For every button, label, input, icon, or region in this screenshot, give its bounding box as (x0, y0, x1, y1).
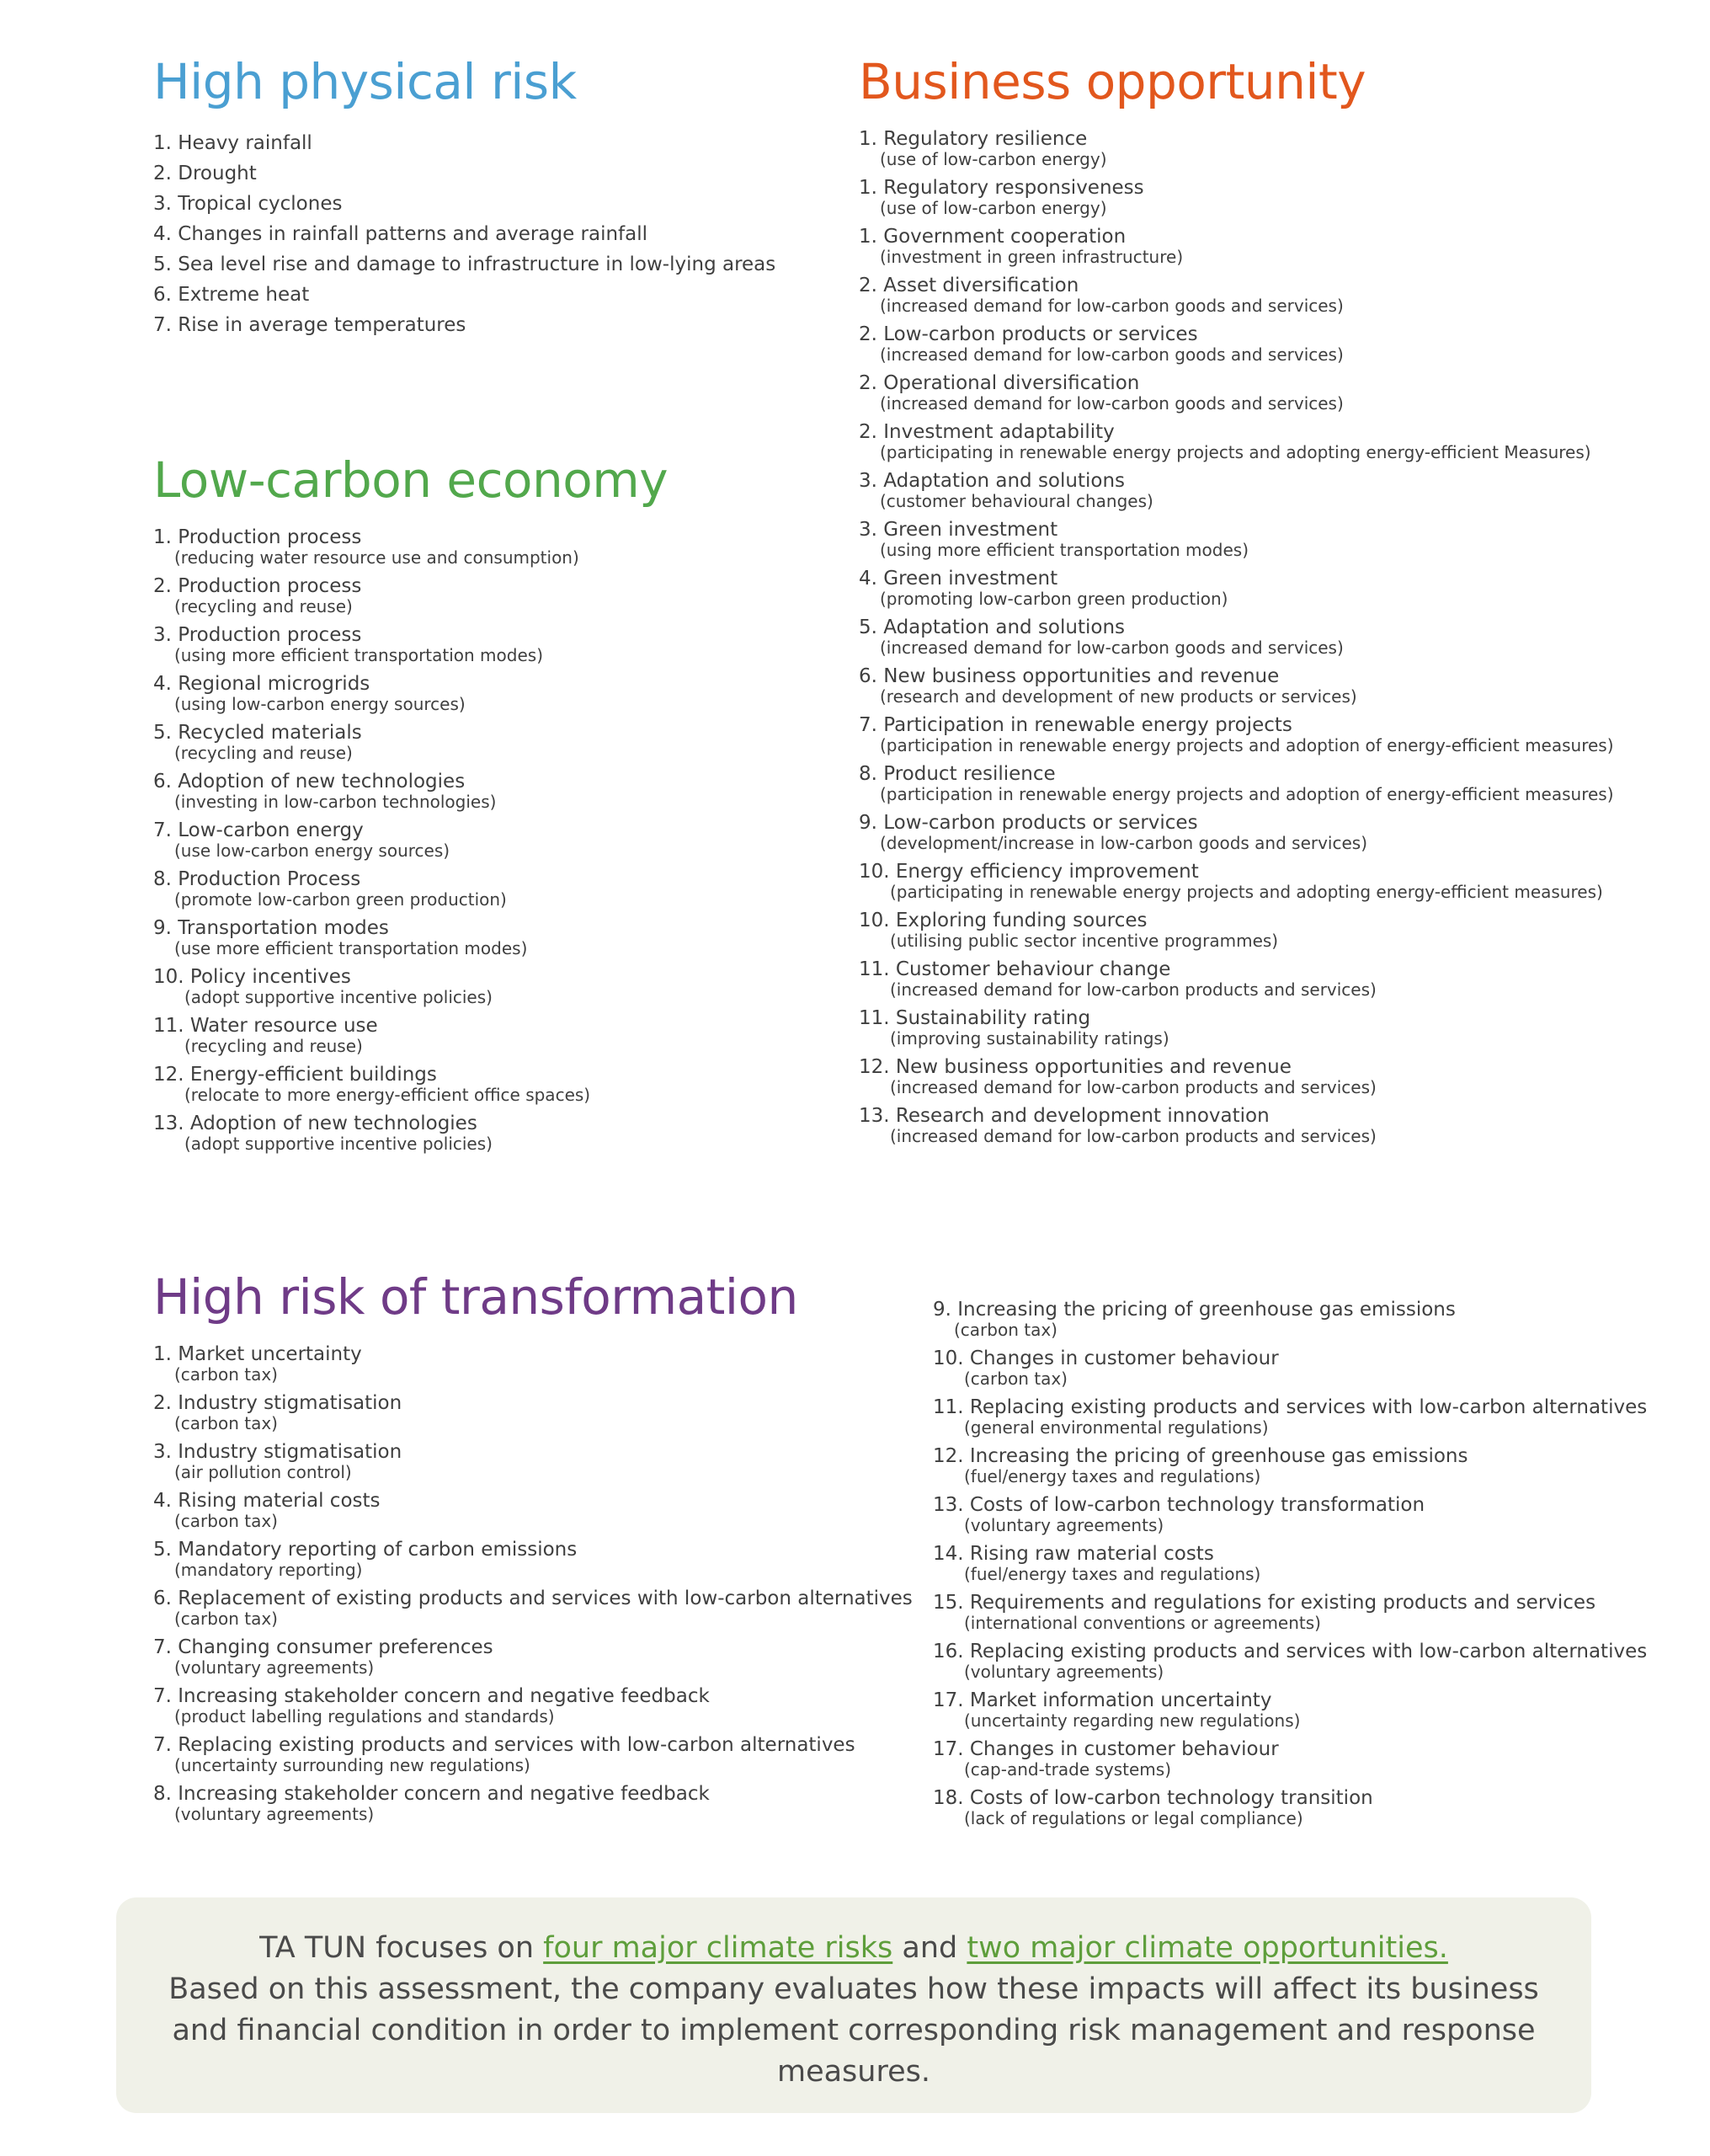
list-item (859, 714, 1614, 755)
list-item (153, 771, 668, 811)
item-label: 13. Adoption of new technologies (153, 1113, 477, 1134)
item-label: 11. Customer behaviour change (859, 958, 1171, 980)
business-opportunity-section (859, 52, 1614, 1154)
item-subtitle: (carbon tax) (174, 1609, 278, 1629)
item-subtitle: (participating in renewable energy projects and adopting energy-efficient Measures) (880, 442, 1591, 462)
list-item (859, 568, 1614, 608)
list-item: 1. Heavy rainfall (153, 132, 312, 154)
item-label: 1. Regulatory responsiveness (859, 177, 1144, 199)
item-subtitle: (increased demand for low-carbon products and services) (890, 1077, 1377, 1097)
list-item (859, 275, 1614, 315)
list-item (859, 421, 1614, 462)
list-item (153, 1392, 913, 1433)
item-subtitle: (using low-carbon energy sources) (174, 694, 466, 714)
item-subtitle: (development/increase in low-carbon goods and services) (880, 833, 1368, 853)
list-item (859, 910, 1614, 950)
list-item (933, 1299, 1647, 1339)
item-label: 2. Asset diversification (859, 275, 1079, 296)
item-subtitle: (participation in renewable energy projects and adoption of energy-efficient measures) (880, 784, 1614, 804)
list-item (933, 1396, 1647, 1437)
list-item (153, 1539, 913, 1579)
item-subtitle: (participation in renewable energy projects and adoption of energy-efficient measures) (880, 735, 1614, 755)
summary-middle: and (892, 1931, 967, 1965)
item-label: 8. Production Process (153, 868, 361, 890)
item-subtitle: (increased demand for low-carbon goods and services) (880, 296, 1344, 316)
item-subtitle: (voluntary agreements) (964, 1662, 1164, 1682)
item-subtitle: (voluntary agreements) (174, 1657, 375, 1678)
item-label: 1. Government cooperation (859, 226, 1127, 248)
list-item (153, 868, 668, 909)
item-label: 5. Mandatory reporting of carbon emissions (153, 1539, 578, 1561)
physical-risk-section (153, 52, 775, 340)
list-item (859, 1105, 1614, 1145)
transformation-risk-list-right (933, 1299, 1647, 1828)
item-subtitle: (improving sustainability ratings) (890, 1028, 1169, 1049)
item-subtitle: (fuel/energy taxes and regulations) (964, 1564, 1261, 1584)
item-label: 3. Green investment (859, 519, 1058, 541)
list-item (859, 1056, 1614, 1097)
item-subtitle: (use of low-carbon energy) (880, 149, 1107, 169)
physical-risk-heading: High physical risk (153, 53, 577, 110)
item-label: 9. Increasing the pricing of greenhouse gas emissions (933, 1299, 1456, 1321)
transformation-risk-continued (933, 1299, 1647, 1836)
item-subtitle: (promote low-carbon green production) (174, 889, 507, 910)
summary-highlight-opportunities: two major climate opportunities. (967, 1931, 1448, 1965)
business-opportunity-heading: Business opportunity (859, 53, 1366, 110)
item-label: 17. Market information uncertainty (933, 1689, 1272, 1711)
item-subtitle: (increased demand for low-carbon goods and services) (880, 638, 1344, 658)
list-item (153, 575, 668, 616)
physical-risk-list (153, 128, 775, 340)
item-label: 9. Low-carbon products or services (859, 812, 1198, 834)
item-label: 10. Policy incentives (153, 966, 351, 988)
low-carbon-list (153, 526, 668, 1153)
item-subtitle: (adopt supportive incentive policies) (184, 1134, 493, 1154)
list-item (859, 1007, 1614, 1048)
item-label: 7. Participation in renewable energy projects (859, 714, 1292, 736)
list-item (153, 673, 668, 713)
item-label: 13. Costs of low-carbon technology transformation (933, 1494, 1425, 1516)
item-label: 6. Replacement of existing products and services with low-carbon alternatives (153, 1588, 913, 1609)
list-item (153, 819, 668, 860)
list-item (859, 226, 1614, 266)
item-label: 18. Costs of low-carbon technology transition (933, 1787, 1373, 1809)
item-subtitle: (customer behavioural changes) (880, 491, 1153, 511)
list-item: 3. Tropical cyclones (153, 193, 343, 215)
item-subtitle: (recycling and reuse) (174, 743, 353, 763)
list-item (859, 763, 1614, 803)
transformation-risk-heading: High risk of transformation (153, 1268, 798, 1326)
item-subtitle: (carbon tax) (174, 1413, 278, 1433)
item-subtitle: (fuel/energy taxes and regulations) (964, 1466, 1261, 1486)
list-item (153, 966, 668, 1006)
item-label: 15. Requirements and regulations for existing products and services (933, 1592, 1596, 1614)
item-label: 9. Transportation modes (153, 917, 389, 939)
list-item (933, 1787, 1647, 1828)
item-label: 3. Adaptation and solutions (859, 470, 1126, 492)
item-subtitle: (carbon tax) (174, 1511, 278, 1531)
item-label: 2. Production process (153, 575, 362, 597)
item-subtitle: (investment in green infrastructure) (880, 247, 1184, 267)
item-label: 7. Replacing existing products and services with low-carbon alternatives (153, 1734, 855, 1756)
list-item: 2. Drought (153, 163, 257, 184)
list-item (153, 1685, 913, 1726)
list-item (153, 1636, 913, 1677)
item-label: 1. Production process (153, 526, 362, 548)
list-item (933, 1641, 1647, 1681)
business-opportunity-list (859, 128, 1614, 1145)
item-label: 5. Adaptation and solutions (859, 616, 1126, 638)
item-subtitle: (air pollution control) (174, 1462, 352, 1482)
list-item (859, 616, 1614, 657)
item-label: 6. Adoption of new technologies (153, 771, 466, 792)
item-subtitle: (increased demand for low-carbon products and services) (890, 979, 1377, 1000)
item-subtitle: (adopt supportive incentive policies) (184, 987, 493, 1007)
item-subtitle: (recycling and reuse) (184, 1036, 363, 1056)
list-item (153, 1734, 913, 1774)
summary-prefix: TA TUN focuses on (259, 1931, 544, 1965)
item-label: 4. Green investment (859, 568, 1058, 590)
list-item (859, 128, 1614, 168)
list-item (933, 1543, 1647, 1583)
item-subtitle: (cap-and-trade systems) (964, 1759, 1172, 1780)
item-label: 7. Changing consumer preferences (153, 1636, 493, 1658)
item-subtitle: (reducing water resource use and consumption) (174, 547, 579, 568)
item-subtitle: (increased demand for low-carbon goods and services) (880, 393, 1344, 414)
list-item: 7. Rise in average temperatures (153, 314, 466, 336)
list-item (933, 1494, 1647, 1534)
list-item (933, 1348, 1647, 1388)
item-label: 4. Regional microgrids (153, 673, 370, 695)
item-subtitle: (voluntary agreements) (174, 1804, 375, 1824)
item-label: 17. Changes in customer behaviour (933, 1738, 1279, 1760)
list-item (153, 917, 668, 958)
summary-box (116, 1897, 1591, 2113)
transformation-risk-section (153, 1267, 913, 1832)
list-item (933, 1445, 1647, 1486)
item-subtitle: (uncertainty regarding new regulations) (964, 1710, 1301, 1731)
list-item (859, 470, 1614, 510)
item-label: 3. Production process (153, 624, 362, 646)
list-item (153, 1113, 668, 1153)
item-label: 10. Energy efficiency improvement (859, 861, 1199, 883)
item-subtitle: (participating in renewable energy projects and adopting energy-efficient measures) (890, 882, 1603, 902)
summary-highlight-risks: four major climate risks (543, 1931, 893, 1965)
item-subtitle: (mandatory reporting) (174, 1560, 363, 1580)
low-carbon-heading: Low-carbon economy (153, 451, 669, 509)
item-label: 8. Increasing stakeholder concern and negative feedback (153, 1783, 710, 1805)
list-item (859, 372, 1614, 413)
item-subtitle: (using more efficient transportation modes) (174, 645, 543, 665)
list-item: 5. Sea level rise and damage to infrastructure in low-lying areas (153, 253, 776, 275)
list-item (153, 1015, 668, 1055)
item-subtitle: (increased demand for low-carbon goods and services) (880, 344, 1344, 365)
item-label: 11. Sustainability rating (859, 1007, 1091, 1029)
list-item (859, 665, 1614, 706)
item-subtitle: (increased demand for low-carbon products and services) (890, 1126, 1377, 1146)
list-item (859, 323, 1614, 364)
list-item (153, 1441, 913, 1481)
item-label: 7. Low-carbon energy (153, 819, 364, 841)
item-label: 8. Product resilience (859, 763, 1056, 785)
list-item (153, 1588, 913, 1628)
item-label: 11. Replacing existing products and services with low-carbon alternatives (933, 1396, 1648, 1418)
item-label: 2. Investment adaptability (859, 421, 1115, 443)
list-item (153, 526, 668, 567)
list-item (859, 519, 1614, 559)
list-item (933, 1689, 1647, 1730)
item-label: 3. Industry stigmatisation (153, 1441, 402, 1463)
item-subtitle: (product labelling regulations and standards) (174, 1706, 555, 1726)
item-subtitle: (relocate to more energy-efficient office spaces) (184, 1085, 591, 1105)
list-item (933, 1738, 1647, 1779)
item-subtitle: (general environmental regulations) (964, 1417, 1269, 1438)
item-subtitle: (carbon tax) (954, 1320, 1057, 1340)
item-subtitle: (lack of regulations or legal compliance) (964, 1808, 1303, 1828)
item-label: 12. Increasing the pricing of greenhouse gas emissions (933, 1445, 1468, 1467)
item-subtitle: (international conventions or agreements) (964, 1613, 1321, 1633)
item-subtitle: (investing in low-carbon technologies) (174, 792, 497, 812)
item-label: 2. Low-carbon products or services (859, 323, 1198, 345)
item-subtitle: (using more efficient transportation modes) (880, 540, 1249, 560)
item-label: 1. Market uncertainty (153, 1343, 362, 1365)
item-label: 13. Research and development innovation (859, 1105, 1270, 1127)
list-item (859, 812, 1614, 852)
item-label: 1. Regulatory resilience (859, 128, 1088, 150)
list-item: 6. Extreme heat (153, 284, 310, 306)
summary-body: Based on this assessment, the company evaluates how these impacts will affect its business and financial condition in order to implement corresponding risk management and response measures. (168, 1972, 1539, 2089)
item-label: 4. Rising material costs (153, 1490, 381, 1512)
item-label: 12. New business opportunities and revenue (859, 1056, 1292, 1078)
transformation-risk-list-left (153, 1343, 913, 1823)
item-label: 7. Increasing stakeholder concern and negative feedback (153, 1685, 710, 1707)
list-item (153, 624, 668, 664)
item-label: 11. Water resource use (153, 1015, 378, 1037)
item-label: 2. Operational diversification (859, 372, 1140, 394)
item-label: 10. Exploring funding sources (859, 910, 1148, 931)
item-subtitle: (utilising public sector incentive programmes) (890, 931, 1279, 951)
item-label: 10. Changes in customer behaviour (933, 1348, 1279, 1369)
list-item: 4. Changes in rainfall patterns and average rainfall (153, 223, 648, 245)
item-subtitle: (use more efficient transportation modes) (174, 938, 528, 958)
list-item (153, 1343, 913, 1384)
item-label: 14. Rising raw material costs (933, 1543, 1214, 1565)
item-label: 2. Industry stigmatisation (153, 1392, 402, 1414)
item-subtitle: (carbon tax) (174, 1364, 278, 1385)
item-subtitle: (use low-carbon energy sources) (174, 841, 450, 861)
item-subtitle: (carbon tax) (964, 1369, 1068, 1389)
list-item (153, 1064, 668, 1104)
list-item (859, 958, 1614, 999)
item-subtitle: (research and development of new products or services) (880, 686, 1357, 707)
list-item (153, 1490, 913, 1530)
item-label: 16. Replacing existing products and services with low-carbon alternatives (933, 1641, 1648, 1662)
item-label: 12. Energy-efficient buildings (153, 1064, 437, 1086)
item-label: 6. New business opportunities and revenue (859, 665, 1280, 687)
list-item (153, 1783, 913, 1823)
item-subtitle: (promoting low-carbon green production) (880, 589, 1228, 609)
list-item (859, 177, 1614, 217)
list-item (859, 861, 1614, 901)
item-subtitle: (uncertainty surrounding new regulations) (174, 1755, 530, 1775)
item-subtitle: (recycling and reuse) (174, 596, 353, 616)
list-item (153, 722, 668, 762)
item-subtitle: (voluntary agreements) (964, 1515, 1164, 1535)
item-subtitle: (use of low-carbon energy) (880, 198, 1107, 218)
item-label: 5. Recycled materials (153, 722, 362, 744)
list-item (933, 1592, 1647, 1632)
low-carbon-section (153, 451, 668, 1161)
